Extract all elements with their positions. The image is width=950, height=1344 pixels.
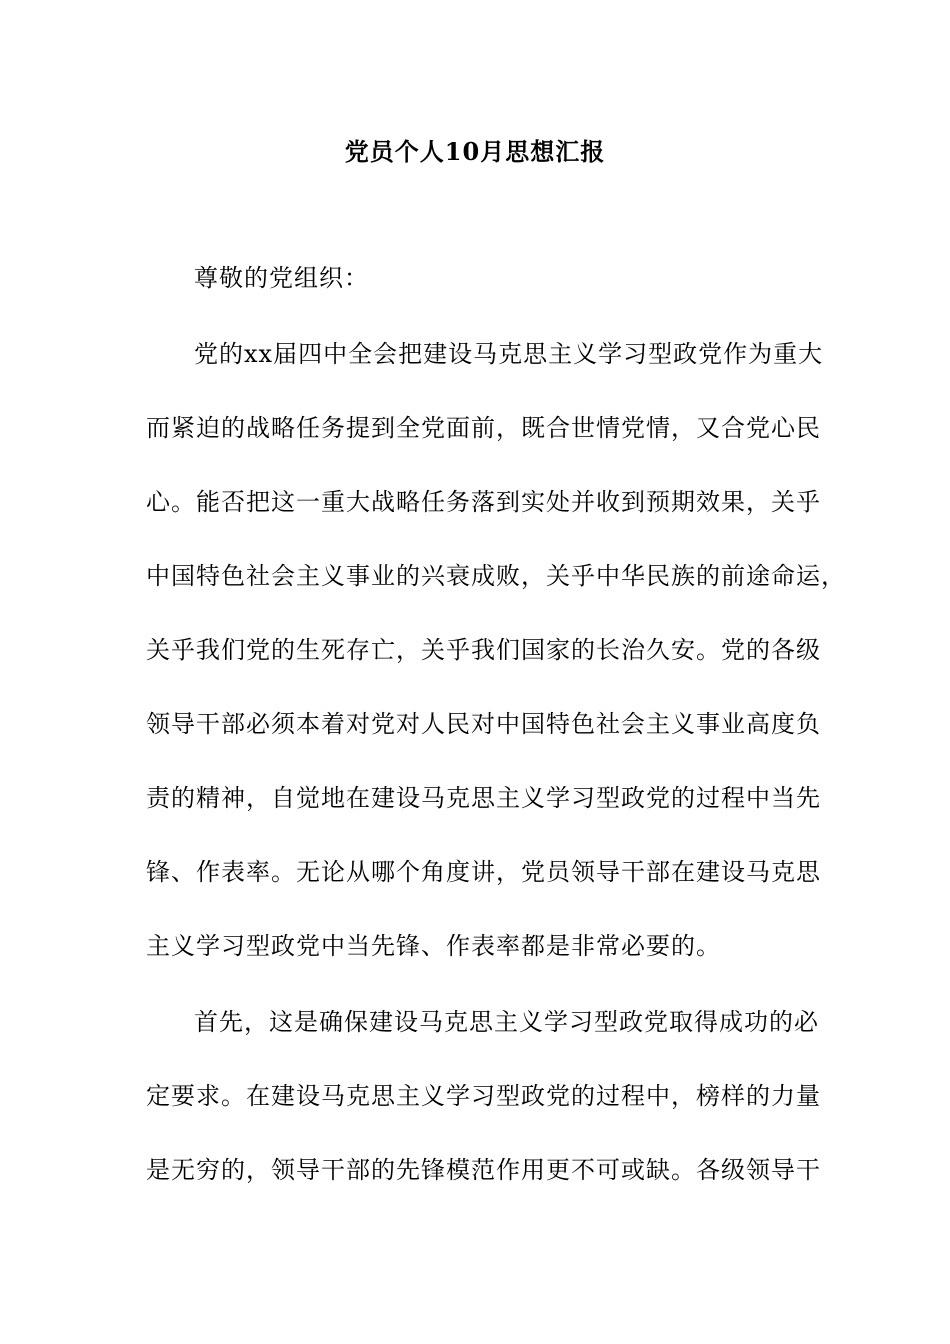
salutation: 尊敬的党组织： <box>194 264 369 292</box>
paragraph-line: 定要求。在建设马克思主义学习型政党的过程中，榜样的力量 <box>146 1082 821 1110</box>
paragraph-line: 责的精神，自觉地在建设马克思主义学习型政党的过程中当先 <box>146 784 821 812</box>
paragraph-line: 中国特色社会主义事业的兴衰成败，关乎中华民族的前途命运， <box>146 562 846 590</box>
document-title: 党员个人10月思想汇报 <box>344 137 606 166</box>
paragraph-line: 关乎我们党的生死存亡，关乎我们国家的长治久安。党的各级 <box>146 636 821 664</box>
paragraph-line: 心。能否把这一重大战略任务落到实处并收到预期效果，关乎 <box>146 488 821 516</box>
paragraph-line: 而紧迫的战略任务提到全党面前，既合世情党情，又合党心民 <box>146 414 821 442</box>
paragraph-line: 是无穷的，领导干部的先锋模范作用更不可或缺。各级领导干 <box>146 1156 821 1184</box>
paragraph-line: 锋、作表率。无论从哪个角度讲，党员领导干部在建设马克思 <box>146 858 821 886</box>
paragraph-line: 党的xx届四中全会把建设马克思主义学习型政党作为重大 <box>194 340 824 368</box>
paragraph-line: 主义学习型政党中当先锋、作表率都是非常必要的。 <box>146 932 721 960</box>
paragraph-line: 首先，这是确保建设马克思主义学习型政党取得成功的必 <box>194 1008 819 1036</box>
paragraph-line: 领导干部必须本着对党对人民对中国特色社会主义事业高度负 <box>146 710 821 738</box>
